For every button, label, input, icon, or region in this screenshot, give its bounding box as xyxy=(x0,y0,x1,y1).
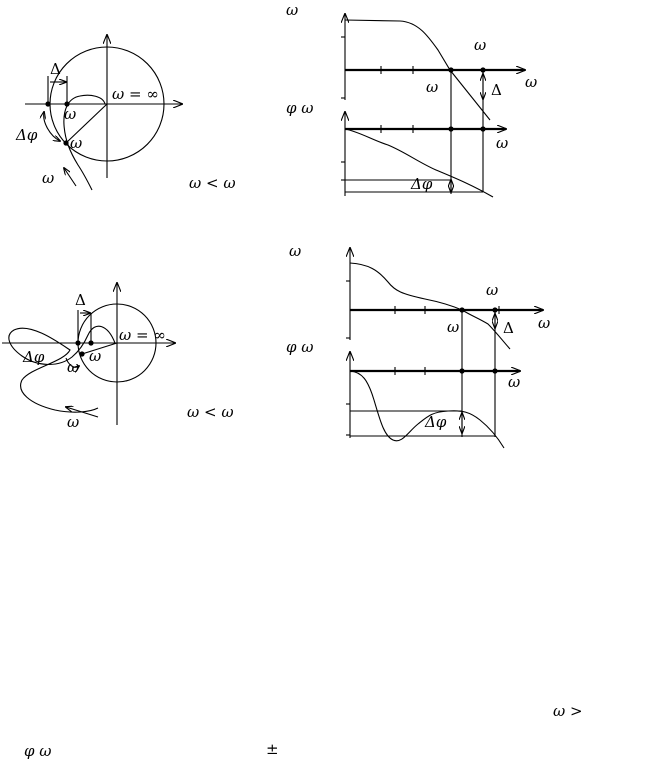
condition-label: ω < ω xyxy=(189,174,236,192)
omega-inf-label: ω = ∞ xyxy=(119,326,166,344)
delta-phi-label: Δφ xyxy=(16,126,38,144)
delta-phi-label: Δφ xyxy=(411,175,433,193)
mag-axis-label: ω xyxy=(289,242,302,260)
delta-label: Δ xyxy=(75,291,86,309)
gain-crossover-point xyxy=(63,140,68,145)
omega-arrow-label: ω xyxy=(67,413,80,431)
omega-arrow-label: ω xyxy=(42,169,55,187)
fig1-bode xyxy=(286,1,537,197)
omega-top-label: ω xyxy=(474,36,487,54)
delta-l-label: Δ xyxy=(503,319,514,337)
condition-label: ω < ω xyxy=(187,403,234,421)
delta-phi-label: Δφ xyxy=(425,413,447,431)
footer-condition: ω > xyxy=(553,702,583,720)
omega-a-label: ω xyxy=(67,358,80,376)
footer-fragments xyxy=(24,702,583,760)
omega-cross-label: ω xyxy=(426,78,439,96)
omega-inf-label: ω = ∞ xyxy=(112,85,159,103)
omega-top-label: ω xyxy=(486,281,499,299)
delta-label: Δ xyxy=(50,60,61,78)
fig2-bode xyxy=(286,242,550,448)
omega-label: ω xyxy=(64,105,77,123)
mag-axis-label: ω xyxy=(286,1,299,19)
omega-b-label: ω xyxy=(89,347,102,365)
omega-axis-label: ω xyxy=(525,73,538,91)
footer-plus-minus: ± xyxy=(266,740,279,758)
delta-l-label: Δ xyxy=(491,81,502,99)
footer-phi-omega: φ ω xyxy=(24,742,52,760)
fig1-nyquist xyxy=(15,35,236,192)
omega-c-label: ω xyxy=(70,134,83,152)
magnitude-curve xyxy=(350,263,510,349)
omega-phase-axis-label: ω xyxy=(508,373,521,391)
phase-axis-label: φ ω xyxy=(286,99,314,117)
omega-phase-axis-label: ω xyxy=(496,134,509,152)
omega-direction-arrow xyxy=(64,168,76,186)
phase-axis-label: φ ω xyxy=(286,338,314,356)
omega-cross-label: ω xyxy=(447,318,460,336)
delta-phi-label: Δφ xyxy=(23,348,45,366)
nyquist-curve xyxy=(9,326,115,412)
omega-axis-label: ω xyxy=(538,314,551,332)
fig2-nyquist xyxy=(2,283,234,431)
